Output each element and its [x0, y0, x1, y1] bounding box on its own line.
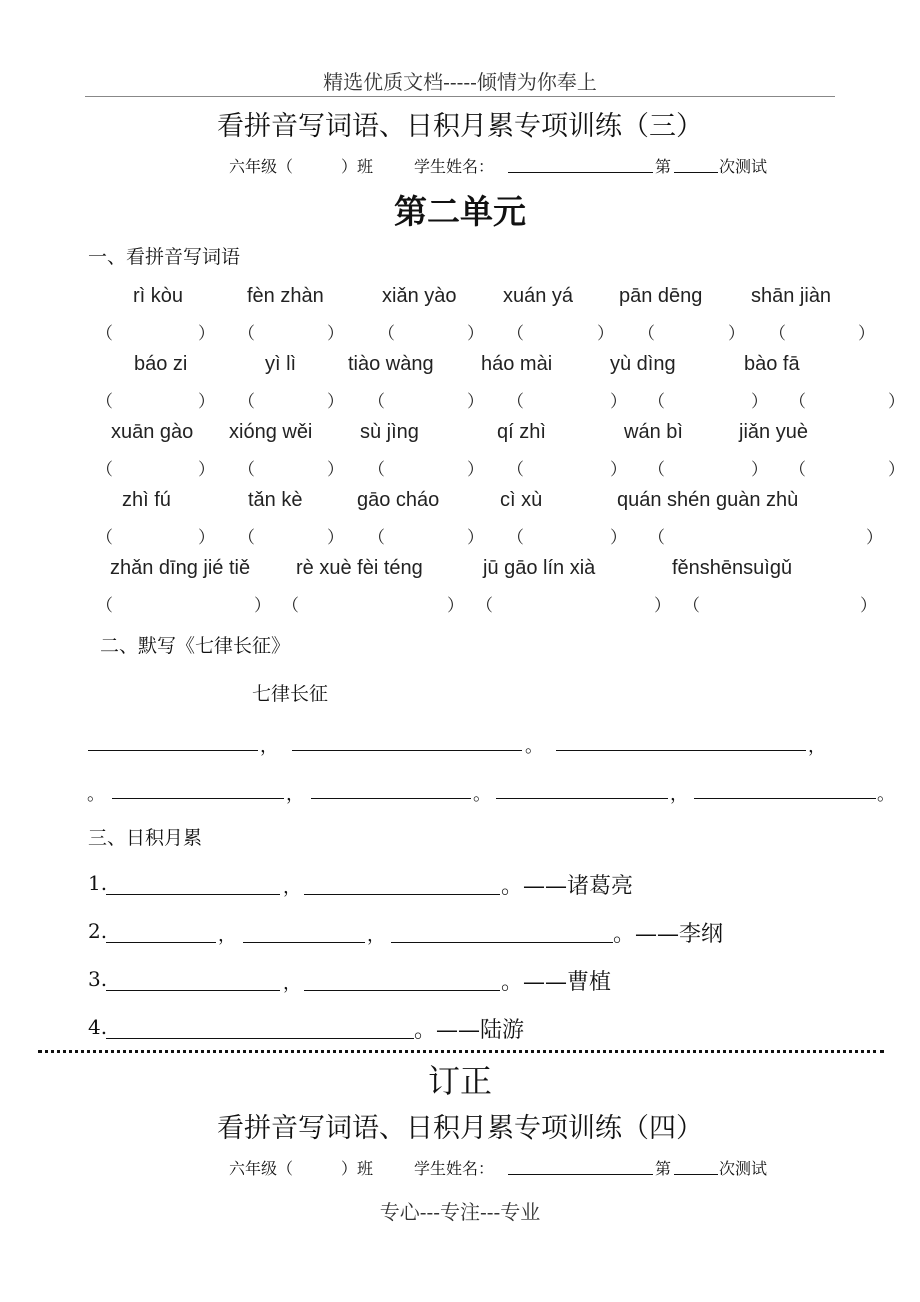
open-paren: （: [96, 528, 113, 548]
class-label: ）班: [341, 1159, 374, 1178]
pinyin-word: quán shén guàn zhù: [617, 489, 799, 511]
close-paren: ）: [327, 528, 344, 548]
open-paren: （: [789, 392, 806, 412]
pinyin-word: tiào wàng: [348, 353, 434, 375]
student-name-blank[interactable]: [508, 172, 653, 173]
poem-period: 。: [877, 784, 895, 805]
open-paren: （: [96, 596, 113, 616]
open-paren: （: [507, 528, 524, 548]
test-number-blank[interactable]: [674, 172, 718, 173]
close-paren: ）: [327, 392, 344, 412]
open-paren: （: [638, 324, 655, 344]
grade-label: 六年级（: [229, 1159, 294, 1178]
open-paren: （: [476, 596, 493, 616]
quote-blank[interactable]: [304, 990, 500, 991]
poem-title: 七律长征: [252, 683, 329, 705]
quote-comma: ，: [218, 925, 236, 946]
quote-blank[interactable]: [106, 1038, 414, 1039]
quote-comma: ，: [283, 973, 301, 994]
pinyin-word: wán bì: [624, 421, 683, 443]
class-label: ）班: [341, 157, 374, 176]
open-paren: （: [238, 460, 255, 480]
pinyin-word: xuān gào: [111, 421, 194, 443]
quote-blank[interactable]: [243, 942, 365, 943]
quote-blank[interactable]: [106, 942, 216, 943]
open-paren: （: [507, 460, 524, 480]
pinyin-word: xuán yá: [503, 285, 574, 307]
close-paren: ）: [198, 528, 215, 548]
pinyin-word: rè xuè fèi téng: [296, 557, 423, 579]
pinyin-word: xióng wěi: [229, 421, 313, 443]
close-paren: ）: [866, 528, 883, 548]
close-paren: ）: [467, 392, 484, 412]
quote-blank[interactable]: [106, 990, 280, 991]
close-paren: ）: [751, 460, 768, 480]
item-number: 4.: [88, 1015, 108, 1039]
student-name-label: 学生姓名：: [414, 157, 495, 176]
quote-blank[interactable]: [391, 942, 613, 943]
pinyin-word: bào fā: [744, 353, 800, 375]
close-paren: ）: [858, 324, 875, 344]
item-number: 1.: [88, 871, 108, 895]
grade-label: 六年级（: [229, 157, 294, 176]
correction-heading: 订正: [427, 1062, 492, 1100]
quote-author: 。——曹植: [501, 970, 612, 995]
close-paren: ）: [610, 392, 627, 412]
close-paren: ）: [327, 460, 344, 480]
worksheet-title-next: 看拼音写词语、日积月累专项训练（四）: [217, 1113, 703, 1144]
poem-blank[interactable]: [88, 750, 258, 751]
open-paren: （: [238, 528, 255, 548]
student-name-label: 学生姓名：: [414, 1159, 495, 1178]
pinyin-word: shān jiàn: [751, 285, 832, 307]
close-paren: ）: [610, 528, 627, 548]
quote-blank[interactable]: [106, 894, 280, 895]
poem-blank[interactable]: [496, 798, 668, 799]
open-paren: （: [96, 324, 113, 344]
page-footer: 专心---专注---专业: [379, 1200, 541, 1224]
quote-author: 。——李纲: [613, 922, 724, 947]
poem-comma: ，: [670, 784, 688, 805]
section-3-title: 三、日积月累: [88, 827, 203, 849]
pinyin-word: yù dìng: [610, 353, 676, 375]
pinyin-word: jiǎn yuè: [739, 421, 808, 443]
pinyin-word: sù jìng: [360, 421, 419, 443]
test-number-prefix: 第: [655, 1159, 672, 1178]
test-number-suffix: 次测试: [719, 1159, 768, 1178]
quote-author: 。——诸葛亮: [501, 874, 634, 899]
close-paren: ）: [467, 460, 484, 480]
test-number-prefix: 第: [655, 157, 672, 176]
pinyin-word: xiǎn yào: [382, 285, 457, 307]
poem-blank[interactable]: [112, 798, 284, 799]
open-paren: （: [683, 596, 700, 616]
open-paren: （: [378, 324, 395, 344]
pinyin-word: rì kòu: [133, 285, 184, 307]
poem-blank[interactable]: [694, 798, 876, 799]
pinyin-word: jū gāo lín xià: [483, 557, 596, 579]
test-number-suffix: 次测试: [719, 157, 768, 176]
close-paren: ）: [860, 596, 877, 616]
open-paren: （: [507, 324, 524, 344]
open-paren: （: [238, 392, 255, 412]
close-paren: ）: [198, 392, 215, 412]
open-paren: （: [368, 528, 385, 548]
student-name-blank[interactable]: [508, 1174, 653, 1175]
quote-blank[interactable]: [304, 894, 500, 895]
close-paren: ）: [728, 324, 745, 344]
open-paren: （: [648, 392, 665, 412]
dotted-divider: [38, 1050, 884, 1053]
close-paren: ）: [447, 596, 464, 616]
header-rule: [85, 96, 835, 97]
poem-blank[interactable]: [292, 750, 522, 751]
worksheet-title: 看拼音写词语、日积月累专项训练（三）: [217, 111, 703, 142]
item-number: 2.: [88, 919, 108, 943]
quote-comma: ，: [283, 877, 301, 898]
open-paren: （: [368, 460, 385, 480]
pinyin-word: qí zhì: [497, 421, 546, 443]
pinyin-word: pān dēng: [619, 285, 703, 307]
pinyin-word: cì xù: [500, 489, 543, 511]
pinyin-word: gāo cháo: [357, 489, 440, 511]
close-paren: ）: [654, 596, 671, 616]
poem-comma: ，: [286, 784, 304, 805]
close-paren: ）: [467, 528, 484, 548]
pinyin-word: yì lì: [265, 353, 297, 375]
open-paren: （: [238, 324, 255, 344]
pinyin-word: fěnshēnsuìgǔ: [672, 557, 793, 579]
pinyin-word: tǎn kè: [248, 489, 303, 511]
section-1-title: 一、看拼音写词语: [88, 246, 241, 268]
quote-comma: ，: [367, 925, 385, 946]
close-paren: ）: [597, 324, 614, 344]
item-number: 3.: [88, 967, 108, 991]
open-paren: （: [96, 392, 113, 412]
close-paren: ）: [610, 460, 627, 480]
open-paren: （: [96, 460, 113, 480]
open-paren: （: [368, 392, 385, 412]
pinyin-word: báo zi: [134, 353, 188, 375]
poem-period: 。: [473, 784, 491, 805]
close-paren: ）: [198, 460, 215, 480]
close-paren: ）: [254, 596, 271, 616]
open-paren: （: [648, 460, 665, 480]
quote-author: 。——陆游: [414, 1018, 525, 1043]
close-paren: ）: [467, 324, 484, 344]
open-paren: （: [769, 324, 786, 344]
poem-period: 。: [525, 736, 543, 757]
test-number-blank[interactable]: [674, 1174, 718, 1175]
page-header: 精选优质文档-----倾情为你奉上: [323, 70, 597, 94]
poem-comma: ，: [260, 736, 278, 757]
poem-blank[interactable]: [311, 798, 471, 799]
poem-comma: ，: [808, 736, 826, 757]
close-paren: ）: [327, 324, 344, 344]
pinyin-word: háo mài: [481, 353, 553, 375]
open-paren: （: [282, 596, 299, 616]
close-paren: ）: [198, 324, 215, 344]
open-paren: （: [507, 392, 524, 412]
open-paren: （: [789, 460, 806, 480]
unit-heading: 第二单元: [394, 192, 526, 231]
poem-blank[interactable]: [556, 750, 806, 751]
open-paren: （: [648, 528, 665, 548]
poem-period: 。: [87, 784, 105, 805]
close-paren: ）: [888, 392, 905, 412]
section-2-title: 二、默写《七律长征》: [100, 635, 291, 657]
pinyin-word: fèn zhàn: [247, 285, 324, 307]
pinyin-word: zhǎn dīng jié tiě: [110, 557, 251, 579]
pinyin-word: zhì fú: [122, 489, 171, 511]
close-paren: ）: [751, 392, 768, 412]
close-paren: ）: [888, 460, 905, 480]
